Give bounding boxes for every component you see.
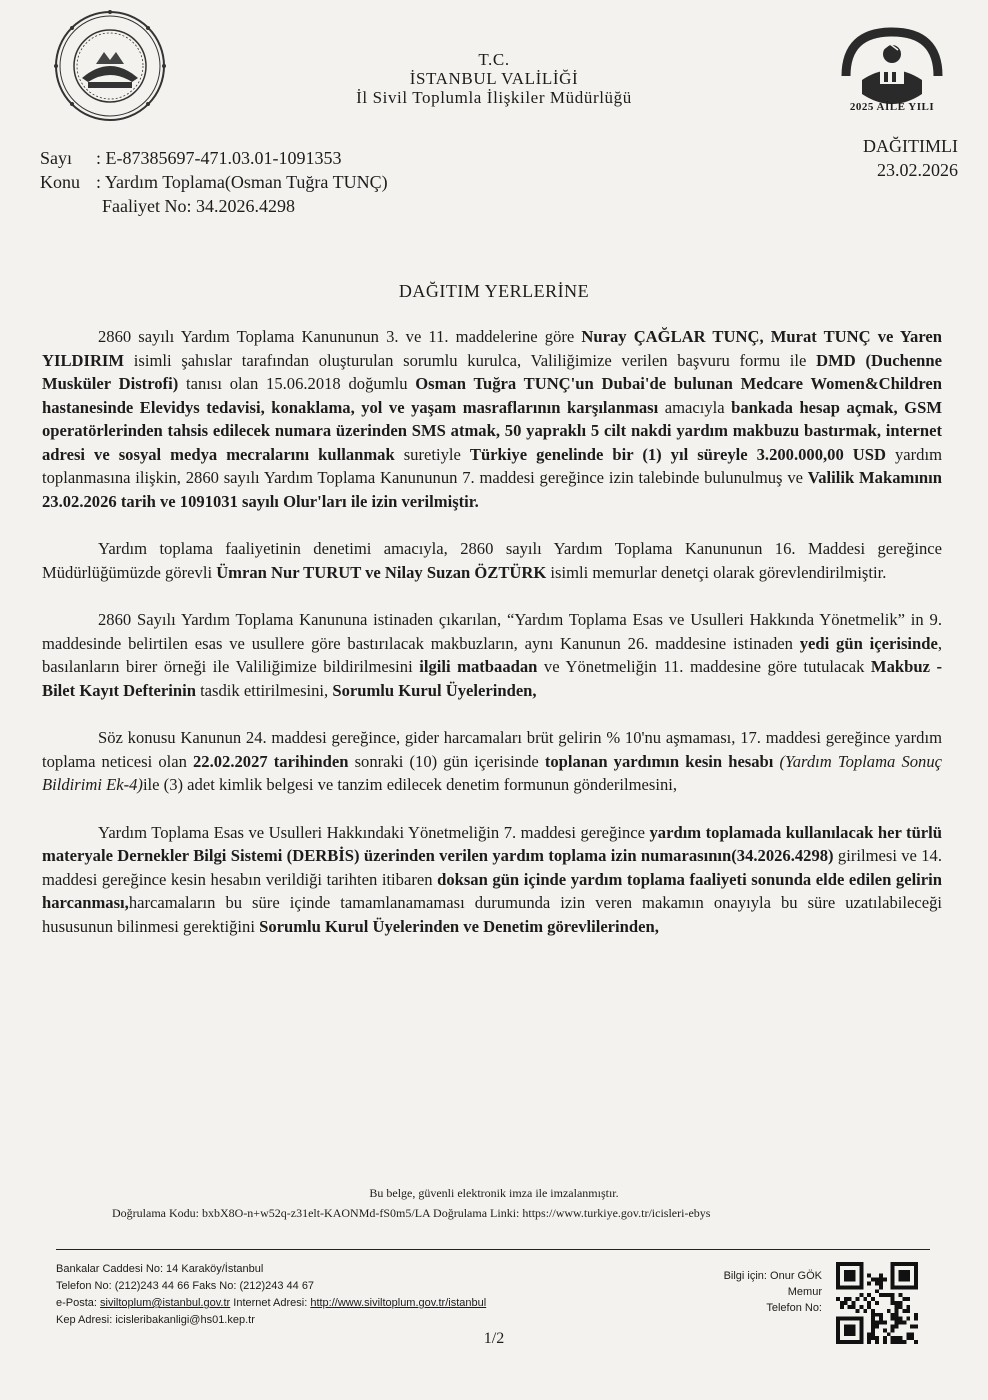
text-run: , basılanların birer örneği ile Valiliğimize bildirilmesini <box>42 633 942 676</box>
sayi-value: : E-87385697-471.03.01-1091353 <box>96 148 342 168</box>
text-run: Valilik Makamının 23.02.2026 tarih ve 1091031 sayılı Olur'ları ile izin verilmiştir. <box>42 468 942 511</box>
paragraph-2 <box>42 537 942 584</box>
sayi-label: Sayı <box>40 148 73 168</box>
paragraph-3 <box>42 608 942 702</box>
text-run: Sorumlu Kurul Üyelerinden ve Denetim görevlilerinden, <box>259 916 659 936</box>
text-run: Osman Tuğra TUNÇ'un Dubai'de bulunan Medcare Women&Children hastanesinde Elevidys tedavisi, konaklama, yol ve yaşam masraflarının karşılanması <box>42 374 942 417</box>
footer-contact <box>56 1261 486 1329</box>
text-run: 2860 sayılı Yardım Toplama Kanununun 3. ve 11. maddelerine göre <box>98 327 582 346</box>
family-year-logo-text: 2025 AİLE YILI <box>849 101 935 113</box>
e-signature-note: Bu belge, güvenli elektronik imza ile imzalanmıştır. <box>369 1186 619 1200</box>
footer-address: Bankalar Caddesi No: 14 Karaköy/İstanbul <box>56 1263 264 1275</box>
text-run: (Yardım Toplama Sonuç Bildirimi Ek-4) <box>42 751 942 794</box>
konu-label: Konu <box>40 172 80 192</box>
text-run: tasdik ettirilmesini, <box>195 680 333 700</box>
text-run: 2860 Sayılı Yardım Toplama Kanununa istinaden çıkarılan, “Yardım Toplama Esas ve Usulleri Hakkında Yönetmelik” in 9. maddesinde belirtilen esas ve usullere göre bastırılacak makbuzların, aynı Kanunun 26. maddesine istinaden <box>42 610 942 653</box>
header-governorship: İSTANBUL VALİLİĞİ <box>409 69 579 88</box>
footer-phone: Telefon No: (212)243 44 66 Faks No: (212)243 44 67 <box>56 1280 315 1292</box>
text-run: Söz konusu Kanunun 24. maddesi gereğince, gider harcamaları brüt gelirin % 10'nu aşmaması, 17. maddesi gereğince yardım toplama neticesi olan <box>42 728 942 771</box>
text-run: ile (3) adet kimlik belgesi ve tanzim edilecek denetim formunun gönderilmesini, <box>142 775 678 794</box>
text-run: suretiyle <box>394 444 470 464</box>
text-run: doksan gün içinde yardım toplama faaliyeti sonunda elde edilen gelirin harcanması, <box>42 869 943 912</box>
text-run: Yardım toplama faaliyetinin denetimi amacıyla, 2860 sayılı Yardım Toplama Kanununun 16. Maddesi gereğince Müdürlüğümüzde görevli <box>42 539 942 582</box>
email-label: e-Posta: <box>56 1297 101 1309</box>
text-run: sonraki (10) gün içerisinde <box>348 751 545 771</box>
text-run: girilmesi ve 14. maddesi gereğince kesin hesabın verildiği tarihten itibaren <box>42 846 943 889</box>
faaliyet-no: Faaliyet No: 34.2026.4298 <box>102 196 295 216</box>
text-run: toplanan yardımın kesin hesabı <box>544 751 774 771</box>
text-run: yedi gün içerisinde <box>799 633 938 653</box>
letter-body <box>42 325 942 962</box>
contact-phone: Telefon No: <box>766 1302 822 1314</box>
text-run: Sorumlu Kurul Üyelerinden, <box>332 680 537 700</box>
distribution-label: DAĞITIMLI <box>863 136 958 156</box>
text-run: tanısı olan 15.06.2018 doğumlu <box>178 374 416 393</box>
text-run: isimli memurlar denetçi olarak görevlendirilmiştir. <box>546 562 887 582</box>
footer-divider <box>56 1249 930 1250</box>
text-run: Makbuz - Bilet Kayıt Defterinin <box>42 657 943 700</box>
paragraph-1 <box>42 325 942 513</box>
paragraph-4 <box>42 726 942 797</box>
text-run: yardım toplanmasına ilişkin, 2860 sayılı Yardım Toplama Kanununun 7. maddesi gereğince izin talebinde bulunulmuş ve <box>42 444 942 487</box>
text-run: DMD (Duchenne Musküler Distrofi) <box>42 350 943 393</box>
text-run: 22.02.2027 tarihinden <box>193 751 349 771</box>
text-run: Türkiye genelinde bir (1) yıl süreyle 3.200.000,00 USD <box>469 444 886 464</box>
text-run: Ümran Nur TURUT ve Nilay Suzan ÖZTÜRK <box>216 562 547 582</box>
text-run: harcamaların bu süre içinde tamamlanamaması durumunda izin veren makamın onayıyla bu süre uzatılabileceği hususunun bilinmesi gerektiğini <box>42 893 942 936</box>
text-run: Yardım Toplama Esas ve Usulleri Hakkındaki Yönetmeliğin 7. maddesi gereğince <box>98 822 650 842</box>
contact-person: Bilgi için: Onur GÖK <box>723 1270 822 1282</box>
konu-value: : Yardım Toplama(Osman Tuğra TUNÇ) <box>96 172 388 192</box>
recipient-title: DAĞITIM YERLERİNE <box>398 281 590 301</box>
web-label: Internet Adresi: <box>230 1297 311 1309</box>
distribution-block <box>863 134 958 182</box>
text-run: bankada hesap açmak, GSM operatörlerinden tahsis edilecek numara üzerinden SMS atmak, 50 yapraklı 5 cilt nakdi yardım makbuzu bastırmak, internet adresi ve sosyal medya mecralarını kullanmak <box>42 397 942 464</box>
text-run: Nuray ÇAĞLAR TUNÇ, Murat TUNÇ ve Yaren YILDIRIM <box>42 327 943 370</box>
verification-code: Doğrulama Kodu: bxbX8O-n+w52q-z31elt-KAONMd-fS0m5/LA Doğrulama Linki: https://www.turkiye.gov.tr/icisleri-ebys <box>112 1206 711 1220</box>
text-run: ilgili matbaadan <box>419 657 538 676</box>
text-run: amacıyla <box>658 397 732 417</box>
text-run: isimli şahıslar tarafından oluşturulan sorumlu kurulca, Valiliğimize verilen başvuru formu ile <box>124 350 817 370</box>
contact-title: Memur <box>787 1286 822 1298</box>
header-directorate: İl Sivil Toplumla İlişkiler Müdürlüğü <box>356 88 632 107</box>
document-meta <box>40 146 388 218</box>
web-link[interactable]: http://www.siviltoplum.gov.tr/istanbul <box>310 1297 487 1309</box>
email-link[interactable]: siviltoplum@istanbul.gov.tr <box>100 1297 231 1309</box>
contact-info <box>724 1268 822 1316</box>
text-run: yardım toplamada kullanılacak her türlü materyale Dernekler Bilgi Sistemi (DERBİS) üzerinden verilen yardım toplama izin numarasının(34.2026.4298) <box>42 822 943 865</box>
header-tc: T.C. <box>478 50 510 69</box>
document-date: 23.02.2026 <box>877 160 958 180</box>
page-number: 1/2 <box>483 1330 505 1347</box>
text-run: ve Yönetmeliğin 11. maddesine göre tutulacak <box>537 657 871 676</box>
paragraph-5 <box>42 821 942 939</box>
footer-kep: Kep Adresi: icisleribakanligi@hs01.kep.tr <box>56 1314 255 1326</box>
